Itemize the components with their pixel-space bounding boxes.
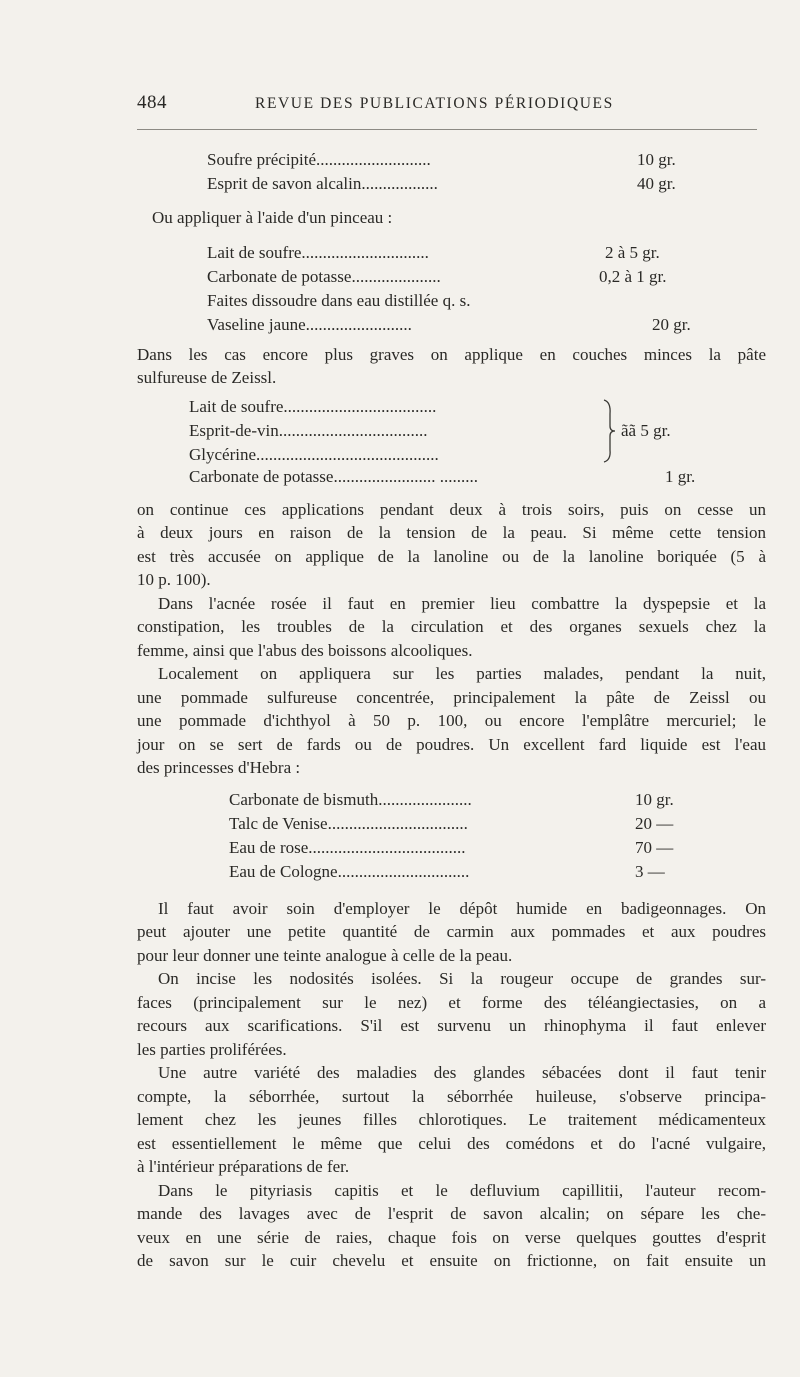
- ingredient-label: Carbonate de potasse........................ .........: [189, 467, 478, 486]
- recipe-line: [229, 788, 709, 812]
- recipe-line: [189, 395, 729, 419]
- body-text-line: pour leur donner une teinte analogue à celle de la peau.: [137, 946, 513, 965]
- recipe-line: [189, 465, 729, 489]
- recipe-line: [207, 172, 707, 196]
- ingredient-quantity: 40 gr.: [637, 174, 676, 193]
- body-text-line: jour on se sert de fards ou de poudres. Un excellent fard liquide est l'eau: [137, 735, 766, 754]
- recipe-line: [207, 313, 717, 337]
- body-text-line: à deux jours en raison de la tension de la peau. Si même cette tension: [137, 523, 766, 542]
- body-text-line: une pommade sulfureuse concentrée, principalement la pâte de Zeissl ou: [137, 688, 766, 707]
- running-title: REVUE DES PUBLICATIONS PÉRIODIQUES: [255, 95, 614, 112]
- ingredient-label: Vaseline jaune.........................: [207, 315, 412, 334]
- ingredient-label: Talc de Venise.................................: [229, 814, 468, 833]
- body-text-line: peut ajouter une petite quantité de carmin aux pommades et aux poudres: [137, 922, 766, 941]
- body-text-line: est très accusée on applique de la lanoline ou de la lanoline boriquée (5 à: [137, 547, 766, 566]
- ingredient-quantity: 1 gr.: [665, 467, 696, 486]
- body-text-line: lement chez les jeunes filles chlorotiques. Le traitement médicamenteux: [137, 1110, 766, 1129]
- ingredient-quantity: ãã 5 gr.: [621, 421, 671, 440]
- body-text-line: Dans les cas encore plus graves on applique en couches minces la pâte: [137, 345, 766, 364]
- body-text-line: des princesses d'Hebra :: [137, 758, 301, 777]
- recipe-line: [229, 812, 709, 836]
- recipe-line: [207, 148, 707, 172]
- ingredient-label: Lait de soufre....................................: [189, 397, 437, 416]
- body-text-line: recours aux scarifications. S'il est survenu un rhinophyma il faut enlever: [137, 1016, 766, 1035]
- ingredient-quantity: 0,2 à 1 gr.: [599, 267, 667, 286]
- body-text-line: faces (principalement sur le nez) et forme des téléangiectasies, on a: [137, 993, 766, 1012]
- body-text-line: est essentiellement le même que celui des comédons et do l'acné vulgaire,: [137, 1134, 766, 1153]
- body-text-line: On incise les nodosités isolées. Si la rougeur occupe de grandes sur-: [158, 969, 766, 988]
- ingredient-quantity: 20 —: [635, 814, 674, 833]
- ingredient-quantity: 3 —: [635, 862, 665, 881]
- body-text-line: Il faut avoir soin d'employer le dépôt humide en badigeonnages. On: [158, 899, 766, 918]
- instruction-line: Ou appliquer à l'aide d'un pinceau :: [152, 208, 393, 227]
- page-number: 484: [137, 92, 167, 113]
- body-text-line: femme, ainsi que l'abus des boissons alcooliques.: [137, 641, 473, 660]
- recipe-line: [189, 443, 729, 467]
- body-text-line: les parties proliférées.: [137, 1040, 287, 1059]
- recipe-line: [207, 289, 717, 313]
- body-text-line: Dans l'acnée rosée il faut en premier lieu combattre la dyspepsie et la: [158, 594, 766, 613]
- ingredient-label: Eau de rose.....................................: [229, 838, 466, 857]
- ingredient-label: Carbonate de bismuth......................: [229, 790, 472, 809]
- ingredient-quantity: 20 gr.: [652, 315, 691, 334]
- ingredient-quantity: 10 gr.: [635, 790, 674, 809]
- ingredient-quantity: 70 —: [635, 838, 674, 857]
- ingredient-quantity: 10 gr.: [637, 150, 676, 169]
- body-text-line: Localement on appliquera sur les parties malades, pendant la nuit,: [158, 664, 766, 683]
- recipe-line: [229, 860, 709, 884]
- curly-brace: [601, 398, 617, 464]
- body-text-line: à l'intérieur préparations de fer.: [137, 1157, 350, 1176]
- body-text-line: 10 p. 100).: [137, 570, 211, 589]
- ingredient-label: Esprit de savon alcalin..................: [207, 174, 438, 193]
- ingredient-label: Faites dissoudre dans eau distillée q. s.: [207, 291, 471, 310]
- body-text-line: constipation, les troubles de la circulation et des organes sexuels chez la: [137, 617, 766, 636]
- body-text-line: sulfureuse de Zeissl.: [137, 368, 277, 387]
- ingredient-quantity: 2 à 5 gr.: [605, 243, 660, 262]
- body-text-line: une pommade d'ichthyol à 50 p. 100, ou encore l'emplâtre mercuriel; le: [137, 711, 766, 730]
- ingredient-label: Soufre précipité...........................: [207, 150, 431, 169]
- recipe-line: [207, 265, 717, 289]
- recipe-line: [229, 836, 709, 860]
- body-text-line: on continue ces applications pendant deux à trois soirs, puis on cesse un: [137, 500, 766, 519]
- body-text-line: de savon sur le cuir chevelu et ensuite on frictionne, on fait ensuite un: [137, 1251, 766, 1270]
- body-text-line: veux en une série de raies, chaque fois on verse quelques gouttes d'esprit: [137, 1228, 766, 1247]
- body-text-line: Dans le pityriasis capitis et le defluvium capillitii, l'auteur recom-: [158, 1181, 766, 1200]
- recipe-line: [189, 419, 729, 443]
- ingredient-label: Glycérine...........................................: [189, 445, 439, 464]
- body-text-line: compte, la séborrhée, surtout la séborrhée huileuse, s'observe principa-: [137, 1087, 766, 1106]
- page-header: [137, 92, 757, 116]
- header-rule: [137, 129, 757, 130]
- ingredient-label: Lait de soufre..............................: [207, 243, 429, 262]
- body-text-line: mande des lavages avec de l'esprit de savon alcalin; on sépare les che-: [137, 1204, 766, 1223]
- ingredient-label: Carbonate de potasse.....................: [207, 267, 441, 286]
- body-text-line: Une autre variété des maladies des glandes sébacées dont il faut tenir: [158, 1063, 766, 1082]
- ingredient-label: Eau de Cologne...............................: [229, 862, 470, 881]
- ingredient-label: Esprit-de-vin...................................: [189, 421, 428, 440]
- recipe-line: [207, 241, 717, 265]
